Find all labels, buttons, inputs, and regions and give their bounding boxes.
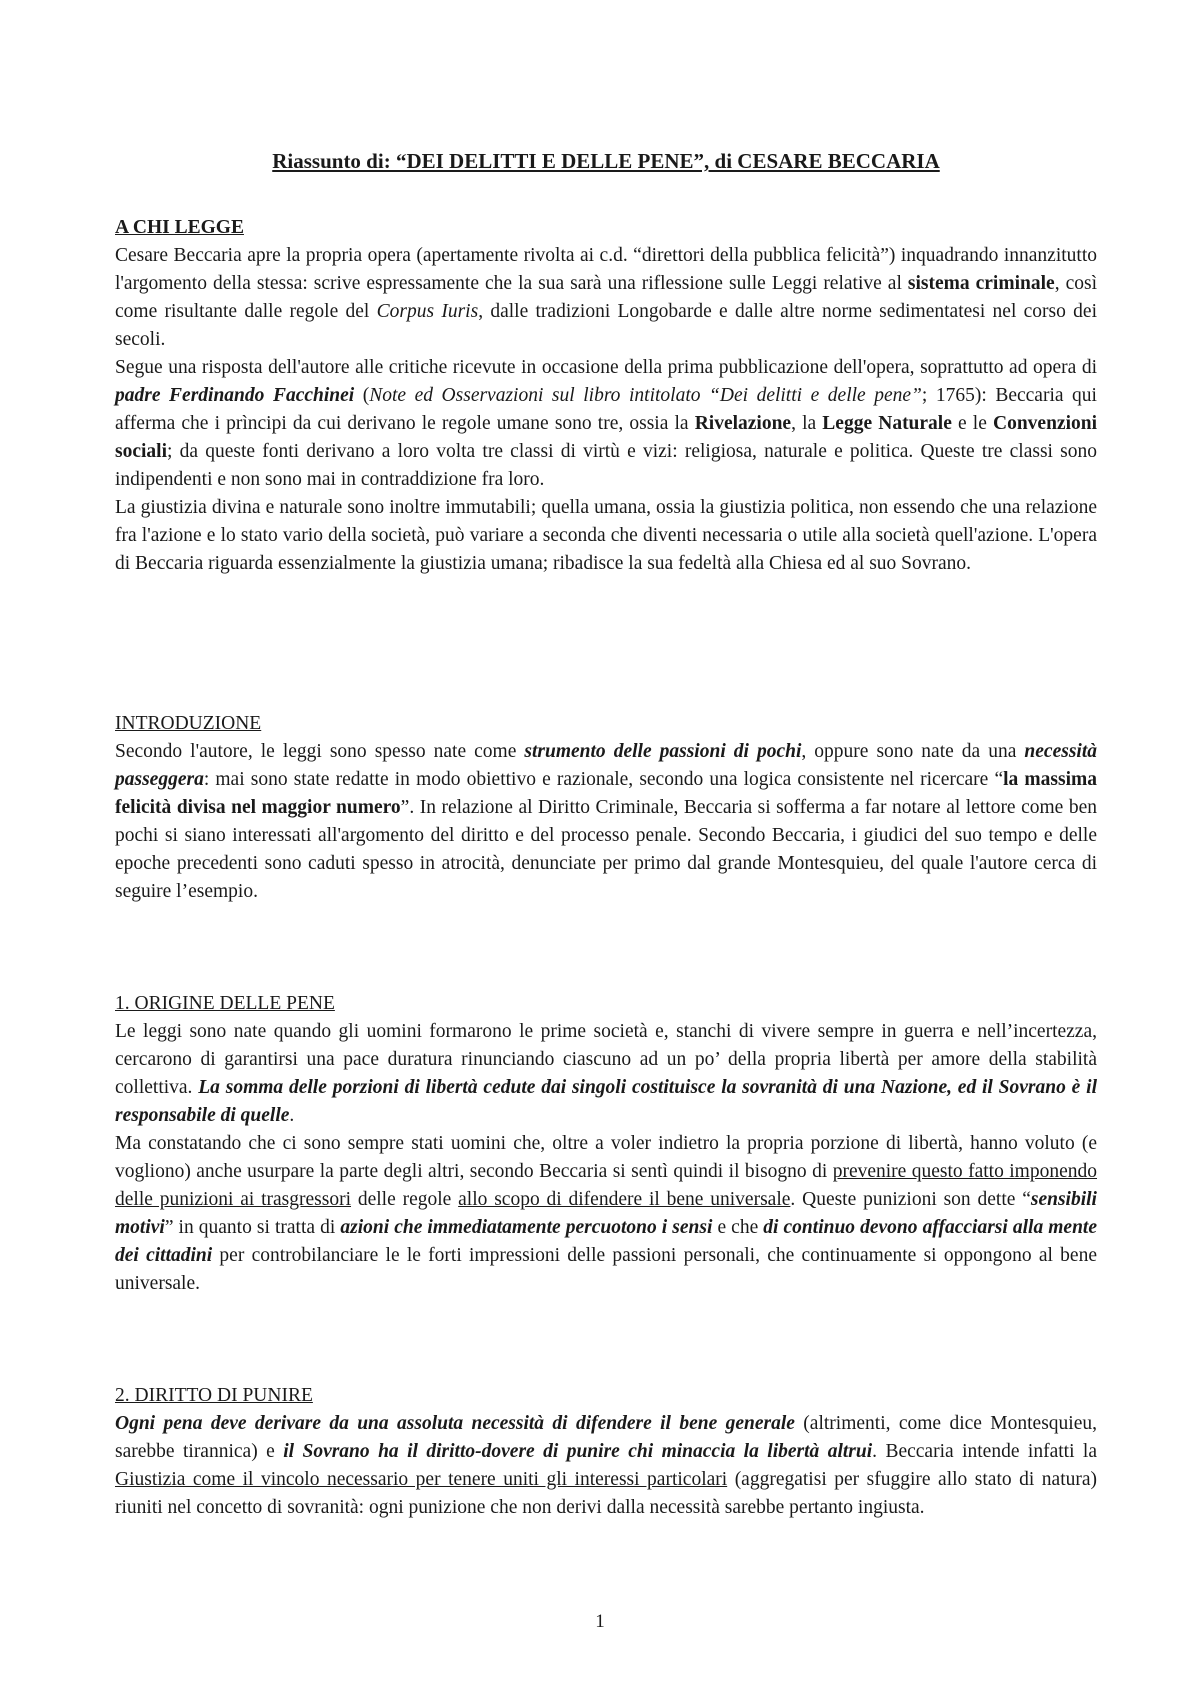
text-run: ; da queste fonti derivano a loro volta tre classi di virtù e vizi: religiosa, naturale e politica. Queste tre classi sono indipendenti e non sono mai in contraddizione fra loro. (115, 441, 1097, 490)
text-run: Ma constatando che ci sono sempre stati uomini che, oltre a voler indietro la propria porzione di libertà, hanno voluto (e vogliono) anche usurpare la parte degli altri, secondo Beccaria si sentì quindi il bisogno di (115, 1133, 1097, 1182)
underlined-text: allo scopo di difendere il bene universale (458, 1189, 791, 1210)
bold-italic-text: il Sovrano ha il diritto-dovere di punire chi minaccia la libertà altrui (283, 1441, 873, 1462)
text-run: Segue una risposta dell'autore alle critiche ricevute in occasione della prima pubblicazione dell'opera, soprattutto ad opera di (115, 357, 1097, 378)
text-run: (aggregatisi per sfuggire allo stato di natura) riuniti nel concetto di sovranità: ogni punizione che non derivi dalla necessità sarebbe pertanto ingiusta. (115, 1469, 1098, 1518)
text-run: Secondo l'autore, le leggi sono spesso nate come (115, 741, 525, 762)
paragraph (115, 1018, 1097, 1130)
bold-text: sistema criminale (907, 273, 1055, 294)
text-run: , dalle tradizioni Longobarde e dalle altre norme sedimentatesi nel corso dei secoli. (115, 301, 1097, 350)
text-run: . (289, 1105, 295, 1126)
section-a-chi-legge (115, 214, 1097, 578)
text-run: ; 1765): Beccaria qui afferma che i prìncipi da cui derivano le regole umane sono tre, ossia la (115, 385, 1097, 434)
bold-italic-text: padre Ferdinando Facchinei (115, 385, 355, 406)
underlined-text: prevenire questo fatto imponendo delle punizioni ai trasgressori (115, 1161, 1097, 1210)
bold-italic-text: Ogni pena deve derivare da una assoluta necessità di difendere il bene generale (115, 1413, 795, 1434)
text-run: ”. In relazione al Diritto Criminale, Beccaria si sofferma a far notare al lettore come ben pochi si siano interessati all'argomento del diritto e del processo penale. Secondo Beccaria, i giudici del suo tempo e delle epoche precedenti sono caduti spesso in atrocità, denunciate per primo dal grande Montesquieu, del quale l'autore cerca di seguire l’esempio. (115, 797, 1098, 902)
text-run: : mai sono state redatte in modo obiettivo e razionale, secondo una logica consistente nel ricercare “ (203, 769, 1004, 790)
section-diritto-di-punire (115, 1382, 1097, 1522)
section-heading: 2. DIRITTO DI PUNIRE (115, 1385, 313, 1406)
underlined-text: Giustizia come il vincolo necessario per tenere uniti gli interessi particolari (115, 1469, 728, 1490)
section-introduzione (115, 710, 1097, 906)
bold-italic-text: La somma delle porzioni di libertà cedute dai singoli costituisce la sovranità di una Nazione, ed il Sovrano è il responsabile di quelle (115, 1077, 1097, 1126)
page-number: 1 (595, 1611, 605, 1632)
paragraph: La giustizia divina e naturale sono inoltre immutabili; quella umana, ossia la giustizia politica, non essendo che una relazione fra l'azione e lo stato vario della società, può variare a seconda che diventi necessaria o utile alla società quell'azione. L'opera di Beccaria riguarda essenzialmente la giustizia umana; ribadisce la sua fedeltà alla Chiesa ed al suo Sovrano. (115, 497, 1097, 574)
bold-italic-text: necessità passeggera (115, 741, 1097, 790)
text-run: e le (951, 413, 993, 434)
bold-italic-text: sensibili motivi (115, 1189, 1097, 1238)
bold-text: Legge Naturale (822, 413, 952, 434)
bold-italic-text: di continuo devono affacciarsi alla mente dei cittadini (115, 1217, 1098, 1266)
text-run: Le leggi sono nate quando gli uomini formarono le prime società e, stanchi di vivere sempre in guerra e nell’incertezza, cercarono di garantirsi una pace duratura rinunciando ciascuno ad un po’ della propria libertà per amore della stabilità collettiva. (115, 1021, 1097, 1098)
text-run: . Beccaria intende infatti la (872, 1441, 1097, 1462)
paragraph (115, 354, 1097, 494)
text-run: , così come risultante dalle regole del (115, 273, 1097, 322)
section-heading: 1. ORIGINE DELLE PENE (115, 993, 335, 1014)
text-run: , oppure sono nate da una (801, 741, 1025, 762)
bold-text: la massima felicità divisa nel maggior numero (115, 769, 1097, 818)
paragraph (115, 1410, 1097, 1522)
bold-text: Convenzioni sociali (115, 413, 1098, 462)
bold-italic-text: strumento delle passioni di pochi (524, 741, 802, 762)
text-run: Cesare Beccaria apre la propria opera (apertamente rivolta ai c.d. “direttori della pubblica felicità”) inquadrando innanzitutto l'argomento della stessa: scrive espressamente che la sua sarà una riflessione sulle Leggi relative al (115, 245, 1097, 294)
document-title: Riassunto di: “DEI DELITTI E DELLE PENE”, di CESARE BECCARIA (272, 149, 940, 173)
text-run: e che (712, 1217, 764, 1238)
paragraph (115, 738, 1097, 906)
text-run: . Queste punizioni son dette “ (790, 1189, 1031, 1210)
text-run: (altrimenti, come dice Montesquieu, sarebbe tirannica) e (115, 1413, 1097, 1462)
paragraph (115, 242, 1097, 354)
text-run: ( (354, 385, 370, 406)
text-run: ” in quanto si tratta di (164, 1217, 341, 1238)
text-run: per controbilanciare le le forti impressioni delle passioni personali, che continuamente si oppongono al bene universale. (115, 1245, 1097, 1294)
bold-text: Rivelazione (694, 413, 792, 434)
section-heading: A CHI LEGGE (115, 217, 244, 238)
italic-text: Note ed Osservazioni sul libro intitolato “Dei delitti e delle pene” (369, 385, 922, 406)
bold-italic-text: azioni che immediatamente percuotono i sensi (340, 1217, 713, 1238)
text-run: , la (791, 413, 823, 434)
italic-text: Corpus Iuris (376, 301, 479, 322)
paragraph (115, 1130, 1097, 1298)
section-origine-delle-pene (115, 990, 1097, 1298)
text-run: delle regole (351, 1189, 459, 1210)
section-heading: INTRODUZIONE (115, 713, 262, 734)
